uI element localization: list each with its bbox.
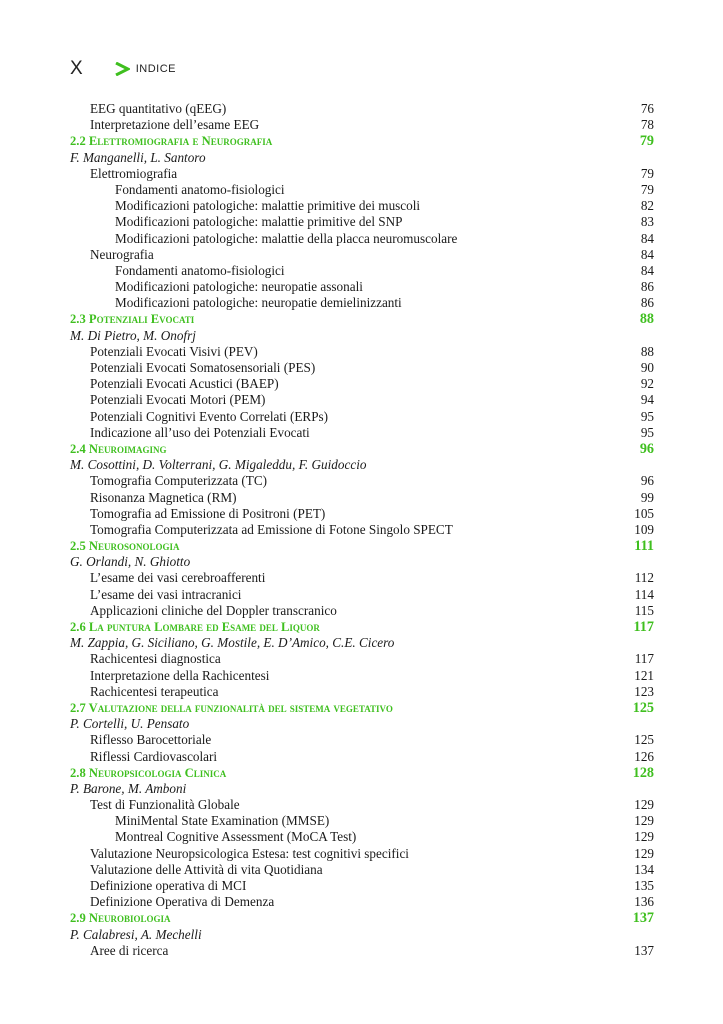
toc-title: Tomografia Computerizzata ad Emissione di Fotone Singolo SPECT <box>90 521 453 537</box>
chevron-right-icon <box>114 62 130 76</box>
toc-title: G. Orlandi, N. Ghiotto <box>70 554 191 570</box>
toc-entry[interactable] <box>70 344 654 360</box>
toc-title: Rachicentesi terapeutica <box>90 683 219 699</box>
toc-title: Indicazione all’uso dei Potenziali Evocati <box>90 424 310 440</box>
toc-title: P. Cortelli, U. Pensato <box>70 716 190 732</box>
toc-page-number: 82 <box>640 198 654 214</box>
toc-title: Potenziali Cognitivi Evento Correlati (ERPs) <box>90 408 329 424</box>
toc-page-number: 95 <box>640 408 654 424</box>
toc-page-number: 135 <box>634 878 654 893</box>
toc-page-number: 117 <box>633 619 654 635</box>
toc-page-number: 126 <box>634 748 654 764</box>
toc-title: Fondamenti anatomo-fisiologici <box>115 262 285 278</box>
toc-title: EEG quantitativo (qEEG) <box>90 101 227 116</box>
toc-page-number: 129 <box>634 797 654 813</box>
toc-entry[interactable] <box>70 231 654 247</box>
toc-page-number: 95 <box>640 424 654 440</box>
toc-page-number: 136 <box>634 894 654 910</box>
toc-entry[interactable] <box>70 878 654 894</box>
toc-entry[interactable] <box>70 425 654 441</box>
toc-page-number: 94 <box>640 392 654 408</box>
toc-title: F. Manganelli, L. Santoro <box>70 149 206 165</box>
toc-title: Tomografia Computerizzata (TC) <box>90 473 268 489</box>
toc-title: Fondamenti anatomo-fisiologici <box>115 181 285 197</box>
toc-title: Potenziali Evocati Motori (PEM) <box>90 392 266 408</box>
toc-page-number: 117 <box>634 651 654 667</box>
toc-entry[interactable] <box>70 117 654 133</box>
toc-entry[interactable] <box>70 376 654 392</box>
toc-entry[interactable] <box>70 570 654 586</box>
toc-title: Applicazioni cliniche del Doppler transcranico <box>90 602 337 618</box>
toc-page-number: 125 <box>634 732 654 748</box>
toc-section-heading[interactable] <box>70 700 654 716</box>
toc-entry[interactable] <box>70 943 654 959</box>
toc-title: Modificazioni patologiche: malattie della placca neuromuscolare <box>115 230 458 246</box>
toc-authors <box>70 328 654 344</box>
toc-title: MiniMental State Examination (MMSE) <box>115 813 330 829</box>
toc-entry[interactable] <box>70 392 654 408</box>
toc-page-number: 84 <box>640 230 654 246</box>
toc-page-number: 137 <box>634 942 654 958</box>
toc-entry[interactable] <box>70 813 654 829</box>
toc-page-number: 123 <box>634 683 654 699</box>
toc-entry[interactable] <box>70 247 654 263</box>
toc-title: Valutazione Neuropsicologica Estesa: test cognitivi specifici <box>90 845 409 861</box>
toc-title: Definizione operativa di MCI <box>90 878 247 893</box>
toc-page-number: 92 <box>640 376 654 392</box>
toc-title: Interpretazione dell’esame EEG <box>90 117 260 133</box>
toc-title: Riflesso Barocettoriale <box>90 732 212 748</box>
toc-page-number: 86 <box>640 295 654 311</box>
toc-entry[interactable] <box>70 797 654 813</box>
toc-authors <box>70 150 654 166</box>
toc-section-heading[interactable] <box>70 910 654 926</box>
toc-entry[interactable] <box>70 182 654 198</box>
toc-title: 2.4 Neuroimaging <box>70 441 167 456</box>
toc-title: Riflessi Cardiovascolari <box>90 748 218 764</box>
toc-title: Test di Funzionalità Globale <box>90 797 240 813</box>
toc-page-number: 125 <box>632 699 654 716</box>
toc-title: Elettromiografia <box>90 165 178 181</box>
toc-page-number: 83 <box>640 214 654 230</box>
toc-page-number: 134 <box>634 861 654 877</box>
toc-section-heading[interactable] <box>70 619 654 635</box>
toc-page-number: 109 <box>634 521 654 537</box>
toc-authors <box>70 457 654 473</box>
toc-title: 2.6 La puntura Lombare ed Esame del Liquor <box>70 620 320 634</box>
toc-title: L’esame dei vasi intracranici <box>90 586 242 602</box>
toc-page-number: 76 <box>640 101 654 116</box>
toc-title: P. Calabresi, A. Mechelli <box>70 926 202 942</box>
toc-entry[interactable] <box>70 846 654 862</box>
toc-title: Montreal Cognitive Assessment (MoCA Test) <box>115 829 357 845</box>
toc-title: 2.2 Elettromiografia e Neurografia <box>70 134 273 149</box>
toc-title: P. Barone, M. Amboni <box>70 780 187 796</box>
toc-page-number: 105 <box>634 505 654 521</box>
toc-page-number: 114 <box>634 586 654 602</box>
toc-page-number: 111 <box>634 538 654 555</box>
toc-title: Aree di ricerca <box>90 942 169 958</box>
toc-title: Modificazioni patologiche: malattie primitive dei muscoli <box>115 198 421 214</box>
toc-entry[interactable] <box>70 166 654 182</box>
toc-entry[interactable] <box>70 522 654 538</box>
toc-entry[interactable] <box>70 409 654 425</box>
toc-page-number: 88 <box>640 343 654 359</box>
toc-title: Rachicentesi diagnostica <box>90 651 221 667</box>
toc-title: Potenziali Evocati Acustici (BAEP) <box>90 376 279 392</box>
toc-entry[interactable] <box>70 587 654 603</box>
toc-entry[interactable] <box>70 214 654 230</box>
toc-title: L’esame dei vasi cerebroafferenti <box>90 570 266 586</box>
toc-authors <box>70 635 654 651</box>
toc-entry[interactable] <box>70 101 654 117</box>
toc-page-number: 86 <box>640 279 654 295</box>
toc-title: Valutazione delle Attività di vita Quotidiana <box>90 861 323 877</box>
toc-page-number: 96 <box>640 473 654 489</box>
toc-title: 2.3 Potenziali Evocati <box>70 312 195 327</box>
toc-title: M. Di Pietro, M. Onofrj <box>70 327 196 343</box>
toc-authors <box>70 781 654 797</box>
toc-entry[interactable] <box>70 749 654 765</box>
toc-title: 2.8 Neuropsicologia Clinica <box>70 765 227 780</box>
toc-page-number: 128 <box>632 764 654 781</box>
toc-entry[interactable] <box>70 295 654 311</box>
page-header <box>70 58 176 80</box>
toc-page-number: 99 <box>640 489 654 505</box>
toc-section-heading[interactable] <box>70 133 654 149</box>
toc-entry[interactable] <box>70 198 654 214</box>
toc-title: Tomografia ad Emissione di Positroni (PET) <box>90 505 326 521</box>
toc-page-number: 129 <box>634 813 654 829</box>
page-number: X <box>70 58 84 79</box>
toc-entry[interactable] <box>70 651 654 667</box>
toc-title: Modificazioni patologiche: neuropatie assonali <box>115 279 363 295</box>
toc-page-number: 78 <box>640 117 654 133</box>
toc-page-number: 79 <box>640 165 654 181</box>
toc-page-number: 129 <box>634 845 654 861</box>
toc-page-number: 115 <box>634 602 654 618</box>
toc-title: Modificazioni patologiche: malattie primitive del SNP <box>115 214 403 230</box>
toc-authors <box>70 716 654 732</box>
toc-page-number: 79 <box>640 181 654 197</box>
toc-page-number: 79 <box>639 133 654 150</box>
toc-entry[interactable] <box>70 668 654 684</box>
toc-page-number: 129 <box>634 829 654 845</box>
toc-page-number: 137 <box>632 910 654 927</box>
toc-entry[interactable] <box>70 684 654 700</box>
toc-page-number: 96 <box>639 440 654 457</box>
toc-entry[interactable] <box>70 862 654 878</box>
toc-entry[interactable] <box>70 490 654 506</box>
toc-title: Potenziali Evocati Visivi (PEV) <box>90 343 258 359</box>
table-of-contents <box>70 101 654 959</box>
toc-page-number: 88 <box>639 311 654 328</box>
toc-entry[interactable] <box>70 603 654 619</box>
toc-section-heading[interactable] <box>70 538 654 554</box>
toc-title: Potenziali Evocati Somatosensoriali (PES) <box>90 360 316 375</box>
toc-title: Modificazioni patologiche: neuropatie demielinizzanti <box>115 295 402 311</box>
toc-page-number: 84 <box>640 246 654 262</box>
toc-title: 2.9 Neurobiologia <box>70 911 171 926</box>
toc-entry[interactable] <box>70 473 654 489</box>
toc-title: 2.7 Valutazione della funzionalità del sistema vegetativo <box>70 700 393 715</box>
toc-section-heading[interactable] <box>70 311 654 327</box>
toc-title: Risonanza Magnetica (RM) <box>90 489 237 505</box>
toc-page-number: 121 <box>634 667 654 683</box>
toc-title: M. Zappia, G. Siciliano, G. Mostile, E. D’Amico, C.E. Cicero <box>70 635 395 651</box>
toc-entry[interactable] <box>70 263 654 279</box>
toc-title: Definizione Operativa di Demenza <box>90 894 275 910</box>
toc-entry[interactable] <box>70 279 654 295</box>
toc-authors <box>70 554 654 570</box>
toc-title: Neurografia <box>90 246 154 262</box>
toc-section-heading[interactable] <box>70 765 654 781</box>
toc-title: 2.5 Neurosonologia <box>70 539 180 554</box>
toc-title: Interpretazione della Rachicentesi <box>90 667 270 683</box>
section-label: INDICE <box>135 63 176 75</box>
toc-authors <box>70 927 654 943</box>
toc-entry[interactable] <box>70 506 654 522</box>
toc-title: M. Cosottini, D. Volterrani, G. Migaleddu, F. Guidoccio <box>70 457 367 473</box>
toc-entry[interactable] <box>70 360 654 376</box>
toc-entry[interactable] <box>70 894 654 910</box>
toc-page-number: 112 <box>634 570 654 586</box>
toc-page-number: 90 <box>640 360 654 375</box>
toc-entry[interactable] <box>70 829 654 845</box>
toc-section-heading[interactable] <box>70 441 654 457</box>
toc-page-number: 84 <box>640 262 654 278</box>
toc-entry[interactable] <box>70 732 654 748</box>
